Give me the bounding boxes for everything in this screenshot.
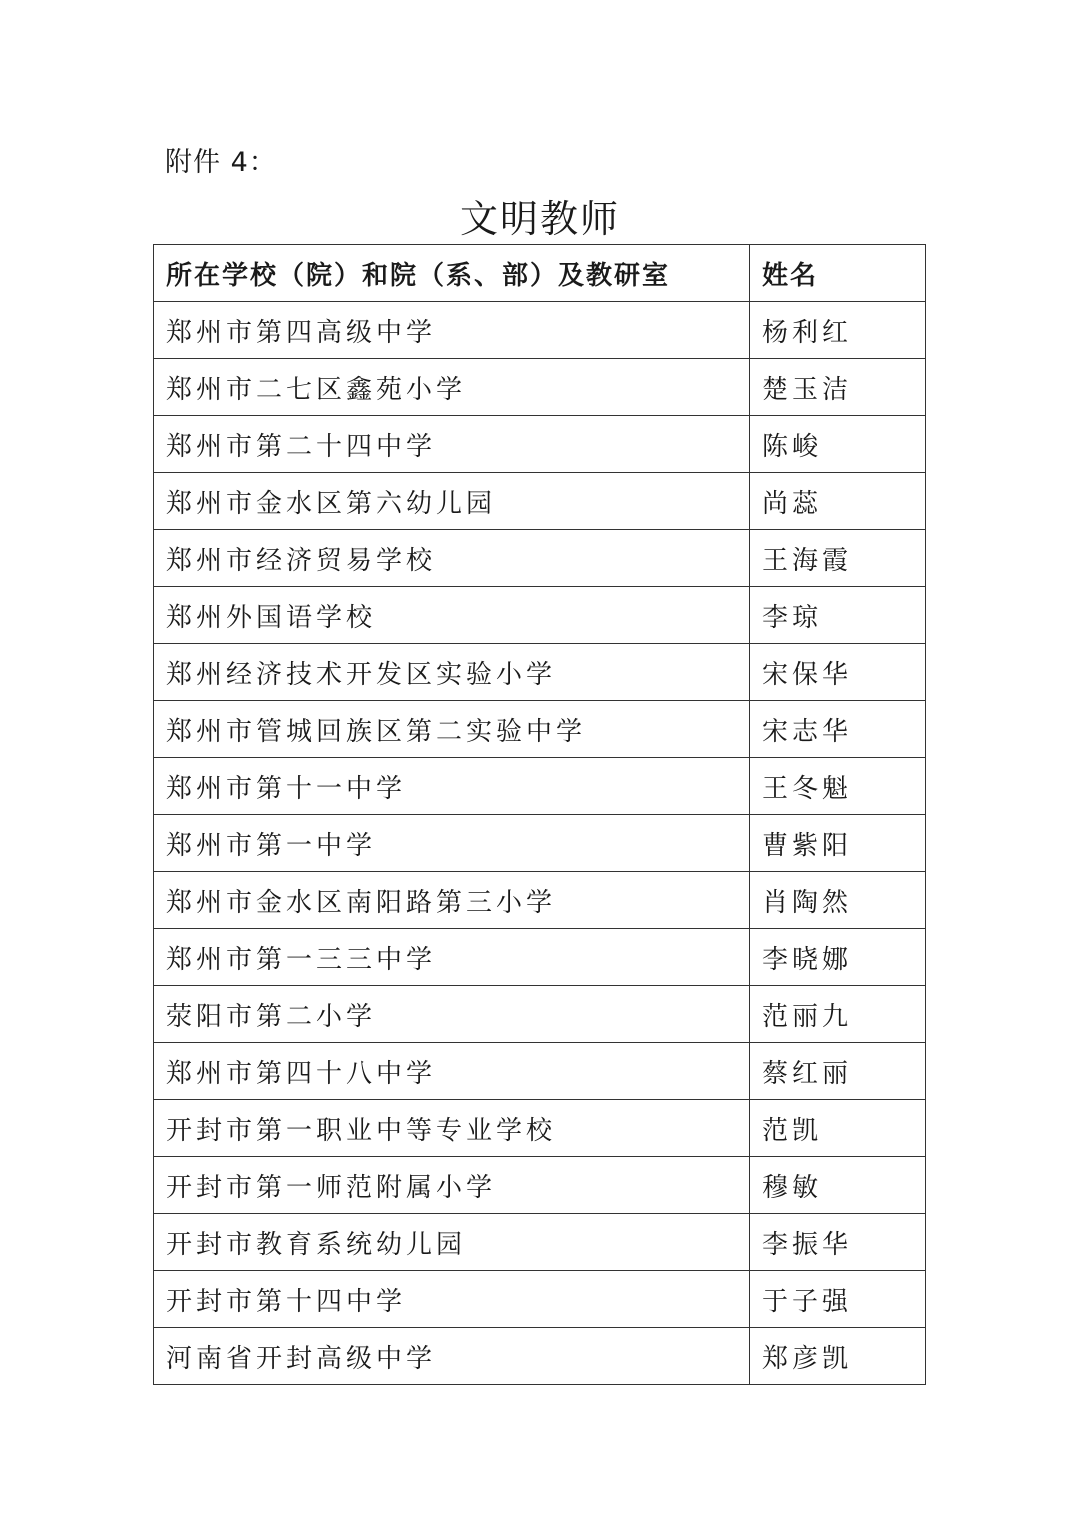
school-cell: 郑州市第四十八中学 [154,1043,750,1100]
school-cell: 开封市第一职业中等专业学校 [154,1100,750,1157]
school-cell: 郑州市第一三三中学 [154,929,750,986]
name-cell: 于子强 [750,1271,926,1328]
table-row [154,929,926,986]
school-cell: 郑州市第四高级中学 [154,302,750,359]
school-cell: 开封市教育系统幼儿园 [154,1214,750,1271]
name-cell: 宋保华 [750,644,926,701]
name-cell: 郑彦凯 [750,1328,926,1385]
name-cell: 范丽九 [750,986,926,1043]
table-row [154,1214,926,1271]
school-cell: 开封市第一师范附属小学 [154,1157,750,1214]
school-cell: 开封市第十四中学 [154,1271,750,1328]
school-cell: 郑州经济技术开发区实验小学 [154,644,750,701]
school-cell: 郑州市二七区鑫苑小学 [154,359,750,416]
teacher-table [153,244,926,1385]
school-cell: 荥阳市第二小学 [154,986,750,1043]
name-cell: 李晓娜 [750,929,926,986]
table-row [154,1043,926,1100]
table-row [154,644,926,701]
school-cell: 郑州市第二十四中学 [154,416,750,473]
name-cell: 范凯 [750,1100,926,1157]
school-cell: 郑州市第一中学 [154,815,750,872]
school-cell: 郑州市金水区第六幼儿园 [154,473,750,530]
table-row [154,701,926,758]
name-cell: 王冬魁 [750,758,926,815]
table-row [154,473,926,530]
table-header-row [154,245,926,302]
school-cell: 郑州市金水区南阳路第三小学 [154,872,750,929]
name-cell: 蔡红丽 [750,1043,926,1100]
table-row [154,587,926,644]
school-cell: 郑州市经济贸易学校 [154,530,750,587]
attachment-label: 附件 4： [165,147,277,178]
table-row [154,416,926,473]
name-cell: 楚玉洁 [750,359,926,416]
name-cell: 李振华 [750,1214,926,1271]
name-cell: 宋志华 [750,701,926,758]
school-cell: 郑州市第十一中学 [154,758,750,815]
school-cell: 河南省开封高级中学 [154,1328,750,1385]
name-cell: 王海霞 [750,530,926,587]
name-cell: 肖陶然 [750,872,926,929]
school-cell: 郑州外国语学校 [154,587,750,644]
school-cell: 郑州市管城回族区第二实验中学 [154,701,750,758]
name-cell: 穆敏 [750,1157,926,1214]
table-row [154,1328,926,1385]
table-row [154,815,926,872]
table-row [154,530,926,587]
name-cell: 曹紫阳 [750,815,926,872]
name-cell: 杨利红 [750,302,926,359]
name-cell: 尚蕊 [750,473,926,530]
column-header-name: 姓名 [750,245,926,302]
table-row [154,986,926,1043]
name-cell: 李琼 [750,587,926,644]
table-row [154,359,926,416]
name-cell: 陈峻 [750,416,926,473]
table-row [154,302,926,359]
page-title: 文明教师 [459,197,620,241]
table-row [154,1100,926,1157]
column-header-school: 所在学校（院）和院（系、部）及教研室 [154,245,750,302]
table-row [154,758,926,815]
table-row [154,872,926,929]
table-row [154,1271,926,1328]
table-row [154,1157,926,1214]
